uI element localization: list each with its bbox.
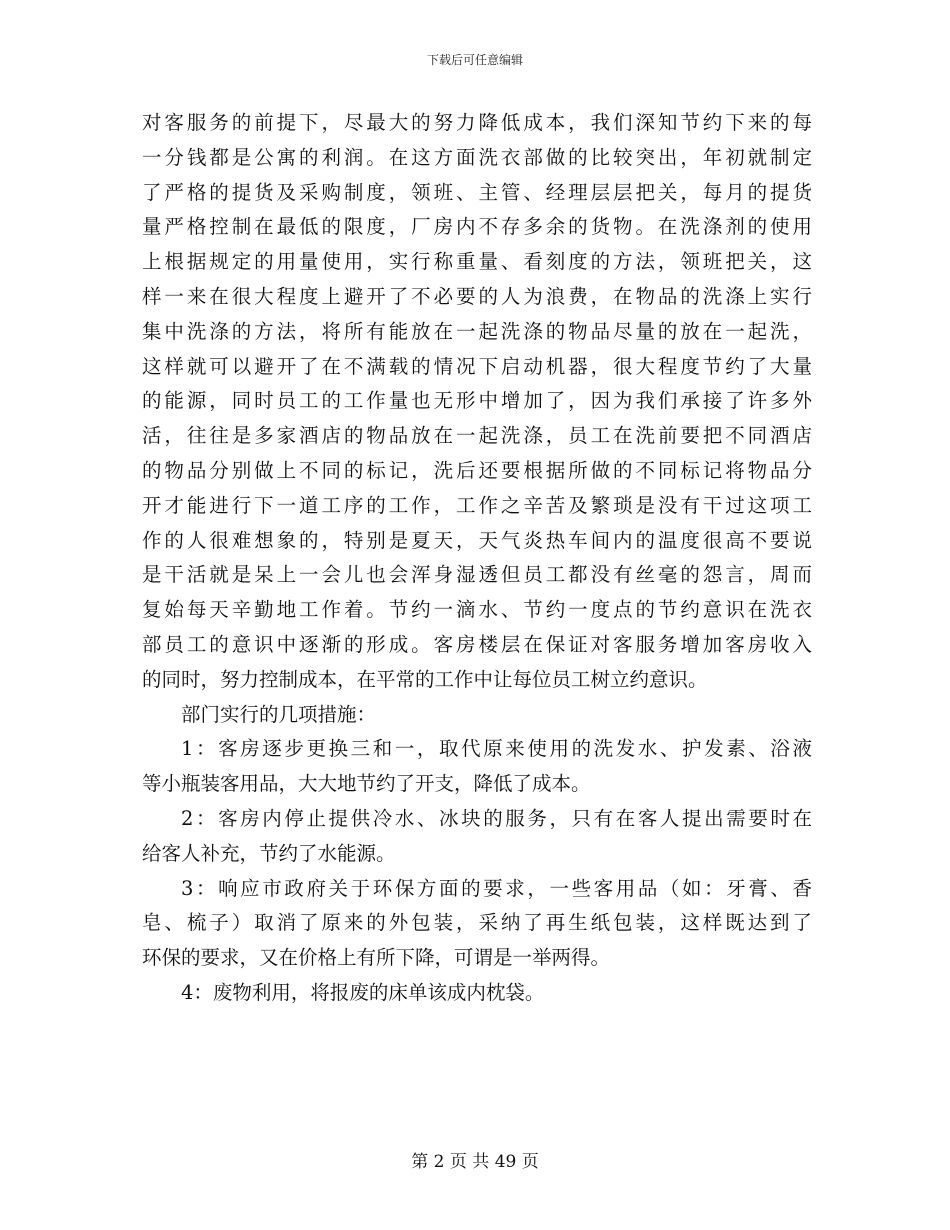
text-line: 集中洗涤的方法，将所有能放在一起洗涤的物品尽量的放在一起洗， (142, 319, 812, 343)
measure-item-4: 4：废物利用，将报废的床单该成内枕袋。 (181, 980, 545, 1004)
measure-item-2: 2：客房内停止提供冷水、冰块的服务，只有在客人提出需要时在 (181, 806, 812, 830)
text-line: 复始每天辛勤地工作着。节约一滴水、节约一度点的节约意识在洗衣 (142, 598, 812, 622)
text-line: 量严格控制在最低的限度，厂房内不存多余的货物。在洗涤剂的使用 (142, 215, 812, 239)
text-line: 部员工的意识中逐渐的形成。客房楼层在保证对客服务增加客房收入 (142, 632, 812, 656)
text-line: 了严格的提货及采购制度，领班、主管、经理层层把关，每月的提货 (142, 180, 812, 204)
text-line: 活，往往是多家酒店的物品放在一起洗涤，员工在洗前要把不同酒店 (142, 424, 812, 448)
text-line: 是干活就是呆上一会儿也会浑身湿透但员工都没有丝毫的怨言，周而 (142, 563, 812, 587)
text-line: 的能源，同时员工的工作量也无形中增加了，因为我们承接了许多外 (142, 389, 812, 413)
page-header: 下载后可任意编辑 (426, 53, 523, 67)
text-line: 皂、梳子）取消了原来的外包装，采纳了再生纸包装，这样既达到了 (142, 911, 812, 935)
text-line: 一分钱都是公寓的利润。在这方面洗衣部做的比较突出，年初就制定 (142, 145, 812, 169)
text-line: 给客人补充，节约了水能源。 (142, 841, 396, 865)
text-line: 作的人很难想象的，特别是夏天，天气炎热车间内的温度很高不要说 (142, 528, 812, 552)
text-line: 的同时，努力控制成本，在平常的工作中让每位员工树立约意识。 (142, 667, 708, 691)
text-line: 对客服务的前提下，尽最大的努力降低成本，我们深知节约下来的每 (142, 111, 812, 134)
page-footer: 第 2 页 共 49 页 (411, 1152, 539, 1172)
measure-item-1: 1：客房逐步更换三和一，取代原来使用的洗发水、护发素、浴液 (181, 737, 812, 761)
text-line: 这样就可以避开了在不满载的情况下启动机器，很大程度节约了大量 (142, 354, 812, 378)
text-line: 环保的要求，又在价格上有所下降，可谓是一举两得。 (142, 946, 611, 970)
text-line: 开才能进行下一道工序的工作，工作之辛苦及繁琐是没有干过这项工 (142, 493, 812, 517)
text-line: 的物品分别做上不同的标记，洗后还要根据所做的不同标记将物品分 (142, 458, 812, 482)
document-body (142, 106, 812, 1011)
text-line: 样一来在很大程度上避开了不必要的人为浪费，在物品的洗涤上实行 (142, 284, 812, 308)
text-line: 等小瓶装客用品，大大地节约了开支，降低了成本。 (142, 772, 591, 796)
measure-item-3: 3：响应市政府关于环保方面的要求，一些客用品（如：牙膏、香 (181, 876, 812, 900)
section-heading: 部门实行的几项措施： (181, 702, 377, 726)
text-line: 上根据规定的用量使用，实行称重量、看刻度的方法，领班把关，这 (142, 250, 812, 274)
